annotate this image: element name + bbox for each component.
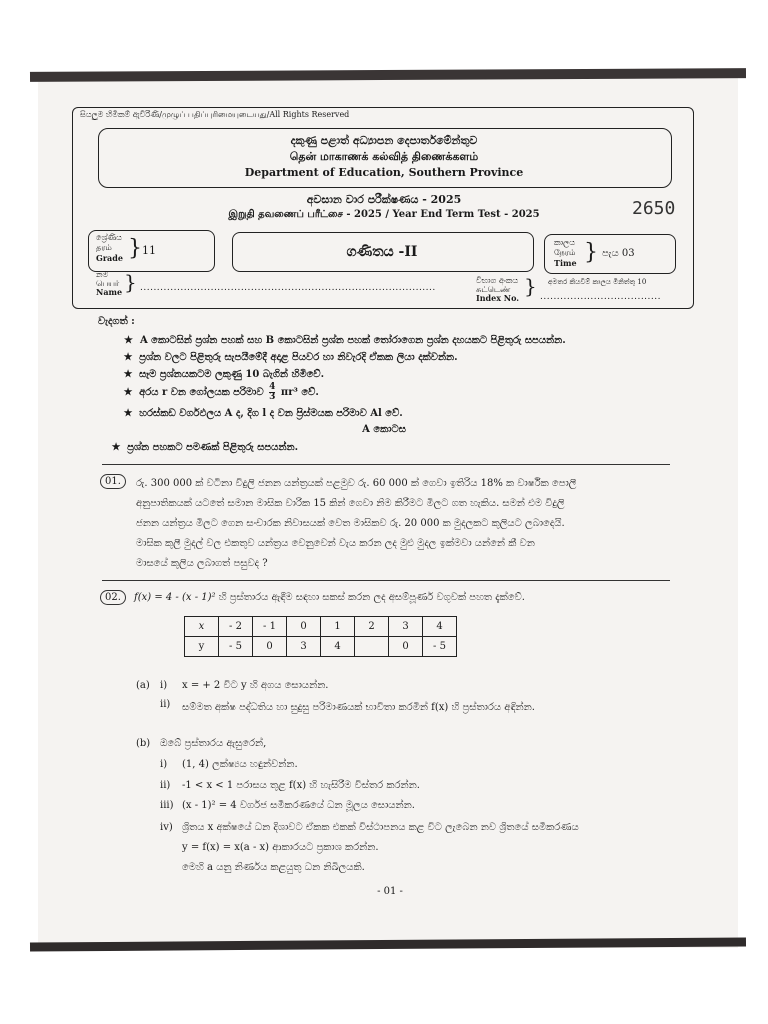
name-labels — [96, 270, 122, 297]
instruction-item: ★ ප්‍රශ්න වලට පිළිතුරු සැපයීමේදී අදාළ පියවර හා නිවැරදි ඒකක ලියා දක්වන්න. — [124, 352, 458, 363]
index-label-si: විභාග අංකය — [476, 276, 519, 285]
time-labels — [554, 238, 577, 268]
exam-title-tamil-english: இறுதி தவணைப் பரீட்சை - 2025 / Year End Term Test - 2025 — [228, 209, 540, 220]
dept-tamil: தென் மாகாணக் கல்வித் திணைக்களம் — [289, 150, 479, 163]
table-cell: 0 — [287, 617, 321, 637]
divider-q1 — [102, 580, 670, 581]
part-b-iv-line3: මෙහි a යනු නිර්ණය කළයුතු ධන නිඛිලයකි. — [182, 862, 365, 873]
subject-title: ගණිතය -II — [346, 244, 418, 260]
name-field[interactable]: ........................................................................................ — [140, 283, 436, 293]
instruction-item: ★ හරස්කඩ වර්ගඵලය A ද, දිග l ද වන ප්‍රිස්මයක පරිමාව Al වේ. — [124, 408, 403, 419]
table-row-y — [185, 637, 457, 657]
part-b-ii-text: -1 < x < 1 පරාසය තුළ f(x) හි හැසිරීම විස්තර කරන්න. — [182, 780, 420, 791]
grade-label-en: Grade — [96, 253, 123, 263]
table-cell: 4 — [321, 637, 355, 657]
divider-part-a — [102, 464, 670, 465]
index-labels — [476, 276, 519, 303]
question-1-number: 01. — [100, 474, 126, 489]
question-1-text: රු. 300 000 ක් වටිනා විදුලි ජනන යන්ත්‍රයක් පළමුව රු. 60 000 ක් ගෙවා ඉතිරිය 18% ක වාර්ෂික පොලී අනුපාතිකයක් යටතේ සමාන මාසික වාරික 15 කින් ගෙවා නිම කිරීමට මිලට ගත හැකිය. සමන් එම විදුලි ජනන යන්ත්‍රය මිලට ගෙන සංචාරක නිවාසයක් වෙත මාසිකව රු. 20 000 ක මුදලකට කුලියට ලබාදෙයි. මාසික කුලී මුදල් වල එකතුව යන්ත්‍රය වෙනුවෙන් වැය කරන ලද මුළු මුදල ඉක්මවා යන්නේ කී වන මාසයේ කුලිය ලබාගත් පසුවද ? — [136, 478, 577, 569]
table-cell: 4 — [423, 617, 457, 637]
instruction-item: ★ සෑම ප්‍රශ්නයකටම ලකුණු 10 බැගින් හිමිවේ. — [124, 369, 325, 380]
grade-value: 11 — [142, 244, 156, 257]
table-cell: - 1 — [253, 617, 287, 637]
part-b-i-label: i) — [160, 759, 168, 770]
part-a-instruction: ★ ප්‍රශ්න පහකට පමණක් පිළිතුරු සපයන්න. — [112, 442, 299, 453]
part-b-label: (b) — [136, 738, 151, 749]
time-label-ta: நேரம் — [554, 248, 576, 257]
table-cell: - 5 — [423, 637, 457, 657]
question-2-number: 02. — [100, 590, 126, 605]
name-label-en: Name — [96, 287, 123, 297]
dept-sinhala: දකුණු පළාත් අධ්‍යාපන දෙපාර්තමේන්තුව — [290, 134, 478, 147]
table-cell: y — [185, 637, 219, 657]
page-number: - 01 - — [377, 886, 403, 897]
table-cell: x — [185, 617, 219, 637]
table-cell: - 5 — [219, 637, 253, 657]
name-label-ta: பெயர் — [96, 279, 120, 288]
table-cell: 2 — [355, 617, 389, 637]
instructions-heading: වැදගත් : — [98, 316, 135, 327]
time-value: පැය 03 — [602, 248, 635, 259]
index-label-ta: சுட்டெண் — [476, 285, 511, 294]
time-label-si: කාලය — [554, 238, 575, 247]
name-brace: } — [124, 270, 137, 294]
paper-code: 2650 — [632, 198, 676, 219]
question-2-intro: f(x) = 4 - (x - 1)² හි ප්‍රස්තාරය ඇඳීම සඳහා සකස් කරන ලද අසම්පූර්ණ වගුවක් පහත දැක්වේ. — [134, 592, 525, 603]
part-a-ii-text: සම්මත අක්ෂ පද්ධතිය හා සුදුසු පරිමාණයක් භාවිතා කරමින් f(x) හි ප්‍රස්තාරය අඳින්න. — [182, 702, 535, 713]
part-b-iii-text: (x - 1)² = 4 වර්ගජ සමීකරණයේ ධන මූලය සොයන්න. — [182, 800, 415, 811]
part-b-iii-label: iii) — [160, 800, 174, 811]
grade-brace: } — [128, 236, 142, 261]
table-cell: 0 — [253, 637, 287, 657]
index-label-en: Index No. — [476, 293, 520, 303]
part-a-label: (a) — [136, 680, 150, 691]
instruction-item: ★ A කොටසින් ප්‍රශ්න පහක් සහ B කොටසින් ප්‍රශ්න පහක් තෝරාගෙන ප්‍රශ්න දහයකට පිළිතුරු සපයන්න. — [124, 335, 566, 346]
grade-label-si: ශ්‍රේණිය — [96, 233, 122, 242]
table-cell: 0 — [389, 637, 423, 657]
grade-label-ta: தரம் — [96, 243, 112, 252]
part-a-i-label: i) — [160, 680, 168, 691]
part-b-iv-text: ශ්‍රිතය x අක්ෂයේ ධන දිශාවට ඒකක එකක් විස්ථාපනය කළ විට ලැබෙන නව ශ්‍රිතයේ සමීකරණය — [182, 822, 579, 833]
time-brace: } — [584, 240, 598, 265]
part-b-intro: ඔබේ ප්‍රස්තාරය ඇසුරෙන්, — [160, 738, 267, 749]
grade-labels — [96, 233, 123, 263]
table-cell: 3 — [287, 637, 321, 657]
part-a-i-text: x = + 2 විට y හි අගය සොයන්න. — [182, 680, 329, 691]
instruction-item: ★ අරය r වන ගෝලයක පරිමාව $\frac{4}{3}$ πr³ වේ. — [124, 382, 319, 402]
table-cell-blank — [355, 637, 389, 657]
index-brace: } — [524, 274, 537, 298]
part-b-ii-label: ii) — [160, 780, 171, 791]
name-label-si: නම — [96, 270, 109, 279]
dept-english: Department of Education, Southern Province — [244, 166, 524, 179]
part-a-heading: A කොටස — [362, 424, 406, 435]
fraction-four-thirds: $\frac{4}{3}$ — [269, 382, 276, 402]
index-field[interactable]: .................................... — [540, 292, 661, 302]
table-row-x — [185, 617, 457, 637]
part-b-iv-label: iv) — [160, 822, 173, 833]
part-b-iv-line2: y = f(x) = x(a - x) ආකාරයට ප්‍රකාශ කරන්න. — [182, 842, 379, 853]
table-cell: - 2 — [219, 617, 253, 637]
reading-time-note: අමතර කියවීම් කාලය මිනිත්තු 10 — [548, 278, 647, 286]
part-b-i-text: (1, 4) ලක්ෂ්‍යය හඳුන්වන්න. — [182, 759, 298, 770]
instructions-list — [124, 332, 566, 422]
function-table — [184, 616, 457, 657]
table-cell: 3 — [389, 617, 423, 637]
time-label-en: Time — [554, 258, 577, 268]
table-cell: 1 — [321, 617, 355, 637]
copyright-notice: සියලුම හිමිකම් ඇවිරිණි/முழுப் பதிப்புரிமையுடையது/All Rights Reserved — [80, 110, 350, 119]
exam-title-sinhala: අවසාන වාර පරීක්ෂණය - 2025 — [306, 193, 462, 206]
part-a-ii-label: ii) — [160, 699, 171, 710]
